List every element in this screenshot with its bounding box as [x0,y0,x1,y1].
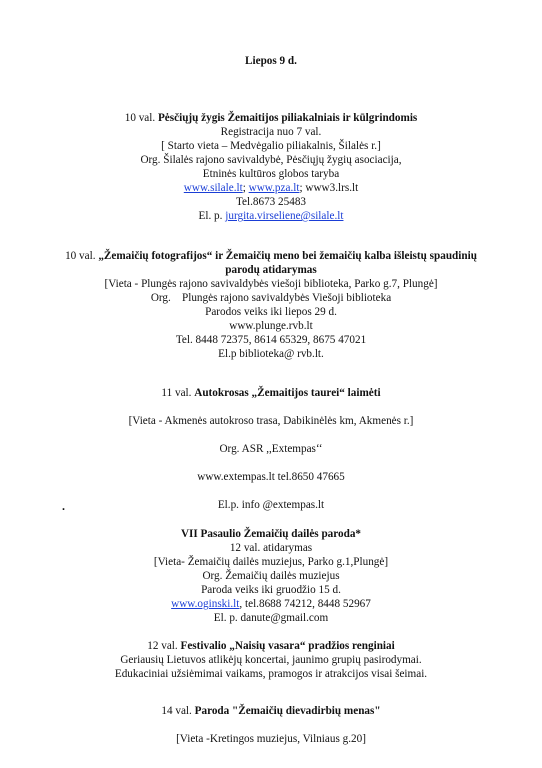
website-link-oginski[interactable]: www.oginski.lt [171,598,240,610]
event-location: [ Starto vieta – Medvėgalio piliakalnis, Šilalės r.] [161,140,381,152]
event-duration: Paroda veiks iki gruodžio 15 d. [201,584,341,596]
event-description: Geriausių Lietuvos atlikėjų koncertai, jaunimo grupių pasirodymai. [120,654,422,666]
event-time: 12 val. [147,640,181,652]
event-phone: , tel.8688 74212, 8448 52967 [239,598,371,610]
event-time: 14 val. [161,705,195,717]
event-description-2: Edukaciniai užsiėmimai vaikams, pramogos ir atrakcijos visai šeimai. [114,668,428,680]
event-organizer: Org. Žemaičių dailės muziejus [202,570,340,582]
email-prefix: El. p. [198,210,226,222]
event-duration: Parodos veiks iki liepos 29 d. [205,306,337,318]
bullet-mark: . [62,499,65,513]
event-organizer: Org. Šilalės rajono savivaldybė, Pėsčiųjų žygių asociacija, [140,154,402,166]
event-time: 11 val. [161,387,195,399]
event-location: [Vieta - Plungės rajono savivaldybės viešoji biblioteka, Parko g.7, Plungė] [104,278,438,290]
event-location: [Vieta- Žemaičių dailės muziejus, Parko g.1,Plungė] [153,556,389,568]
event-time: 10 val. [124,112,158,124]
event-contact [40,597,502,611]
website-text-lrs: ; www3.lrs.lt [299,182,359,194]
event-line: Registracija nuo 7 val. [220,126,322,138]
separator: ; [242,182,249,194]
email-link[interactable]: jurgita.virseliene@silale.lt [225,210,344,222]
event-organizer: Org. ASR ,,Extempas‘‘ [219,443,323,455]
event-websites [40,181,502,195]
event-email: El. p. danute@gmail.com [213,612,329,624]
event-organizer-2: Etninės kultūros globos taryba [202,168,340,180]
website-link-pza[interactable]: www.pza.lt [248,182,300,194]
event-title: Autokrosas „Žemaitijos taurei“ laimėti [194,387,381,399]
event-title: Festivalio „Naisių vasara“ pradžios renginiai [180,640,395,652]
event-time: 10 val. [65,250,99,262]
event-title: Paroda "Žemaičių dievadirbių menas" [194,705,381,717]
event-festival-heading [40,639,502,653]
event-contact: www.extempas.lt tel.8650 47665 [197,471,345,483]
website-link-silale[interactable]: www.silale.lt [183,182,243,194]
event-location: [Vieta -Kretingos muziejus, Vilniaus g.20] [176,733,366,745]
event-exhibition-heading [40,704,502,718]
event-title: Pėsčiųjų žygis Žemaitijos piliakalniais ir kūlgrindomis [157,112,418,124]
event-hiking-heading [40,111,502,125]
event-photo-heading [40,249,502,263]
event-location: [Vieta - Akmenės autokroso trasa, Dabikinėlės km, Akmenės r.] [128,415,414,427]
event-line: 12 val. atidarymas [229,542,313,554]
event-autocross-heading [40,386,502,400]
event-phone: Tel. 8448 72375, 8614 65329, 8675 47021 [175,334,367,346]
event-website: www.plunge.rvb.lt [229,320,313,332]
event-email: El.p. info @extempas.lt [217,499,325,511]
event-title: „Žemaičių fotografijos“ ir Žemaičių meno bei žemaičių kalba išleistų spaudinių [98,250,477,262]
event-email: El.p biblioteka@ rvb.lt. [218,348,324,360]
event-title-cont: parodų atidarymas [225,264,317,276]
event-organizer: Org. Plungės rajono savivaldybės Viešoji biblioteka [150,292,392,304]
event-art-heading: VII Pasaulio Žemaičių dailės paroda* [180,528,362,540]
event-email [40,209,502,223]
date-heading: Liepos 9 d. [245,55,297,67]
event-phone: Tel.8673 25483 [235,196,307,208]
